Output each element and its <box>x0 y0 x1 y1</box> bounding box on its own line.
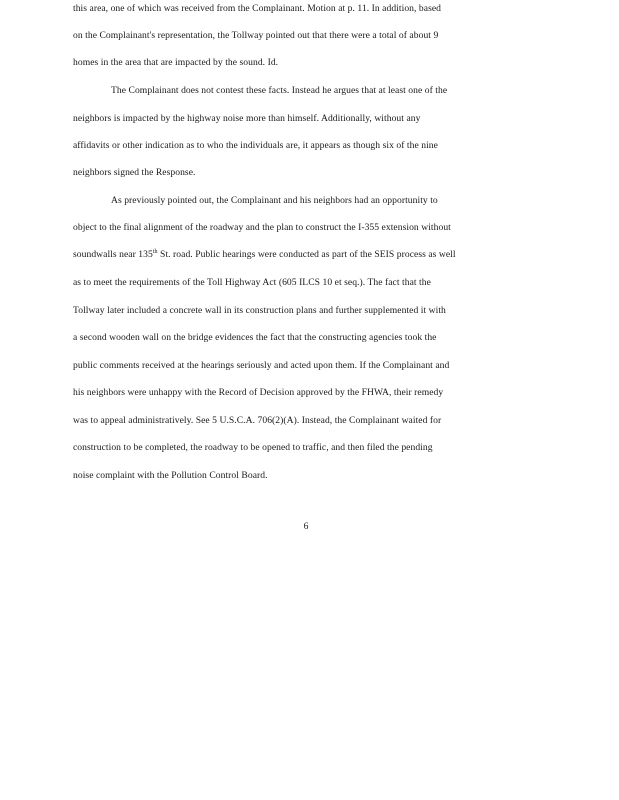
text-line: affidavits or other indication as to who the individuals are, it appears as though six of the nine <box>73 140 438 151</box>
text-line: neighbors is impacted by the highway noise more than himself. Additionally, without any <box>73 113 421 124</box>
page-number: 6 <box>303 521 309 532</box>
text-line: homes in the area that are impacted by the sound. Id. <box>73 57 279 68</box>
text-line: construction to be completed, the roadway to be opened to traffic, and then filed the pending <box>73 442 433 453</box>
text-line: on the Complainant's representation, the Tollway pointed out that there were a total of about 9 <box>73 30 439 41</box>
text-segment: St. road. Public hearings were conducted as part of the SEIS process as well <box>157 249 456 260</box>
text-line: his neighbors were unhappy with the Record of Decision approved by the FHWA, their remedy <box>73 387 444 398</box>
text-line: object to the final alignment of the roadway and the plan to construct the I-355 extension without <box>73 222 451 233</box>
text-segment: soundwalls near 135 <box>73 249 153 260</box>
text-line: was to appeal administratively. See 5 U.S.C.A. 706(2)(A). Instead, the Complainant waited for <box>73 415 442 426</box>
text-line: as to meet the requirements of the Toll Highway Act (605 ILCS 10 et seq.). The fact that the <box>73 277 431 288</box>
text-line: As previously pointed out, the Complainant and his neighbors had an opportunity to <box>111 195 438 206</box>
text-line <box>73 249 456 261</box>
text-line: The Complainant does not contest these facts. Instead he argues that at least one of the <box>111 85 448 96</box>
text-line: Tollway later included a concrete wall in its construction plans and further supplemented it with <box>73 305 446 316</box>
text-line: this area, one of which was received from the Complainant. Motion at p. 11. In addition, based <box>73 3 442 14</box>
text-line: neighbors signed the Response. <box>73 167 196 178</box>
ordinal-superscript: th <box>152 249 158 255</box>
text-line: noise complaint with the Pollution Control Board. <box>73 470 268 481</box>
text-line: a second wooden wall on the bridge evidences the fact that the constructing agencies took the <box>73 332 437 343</box>
text-line: public comments received at the hearings seriously and acted upon them. If the Complainant and <box>73 360 450 371</box>
